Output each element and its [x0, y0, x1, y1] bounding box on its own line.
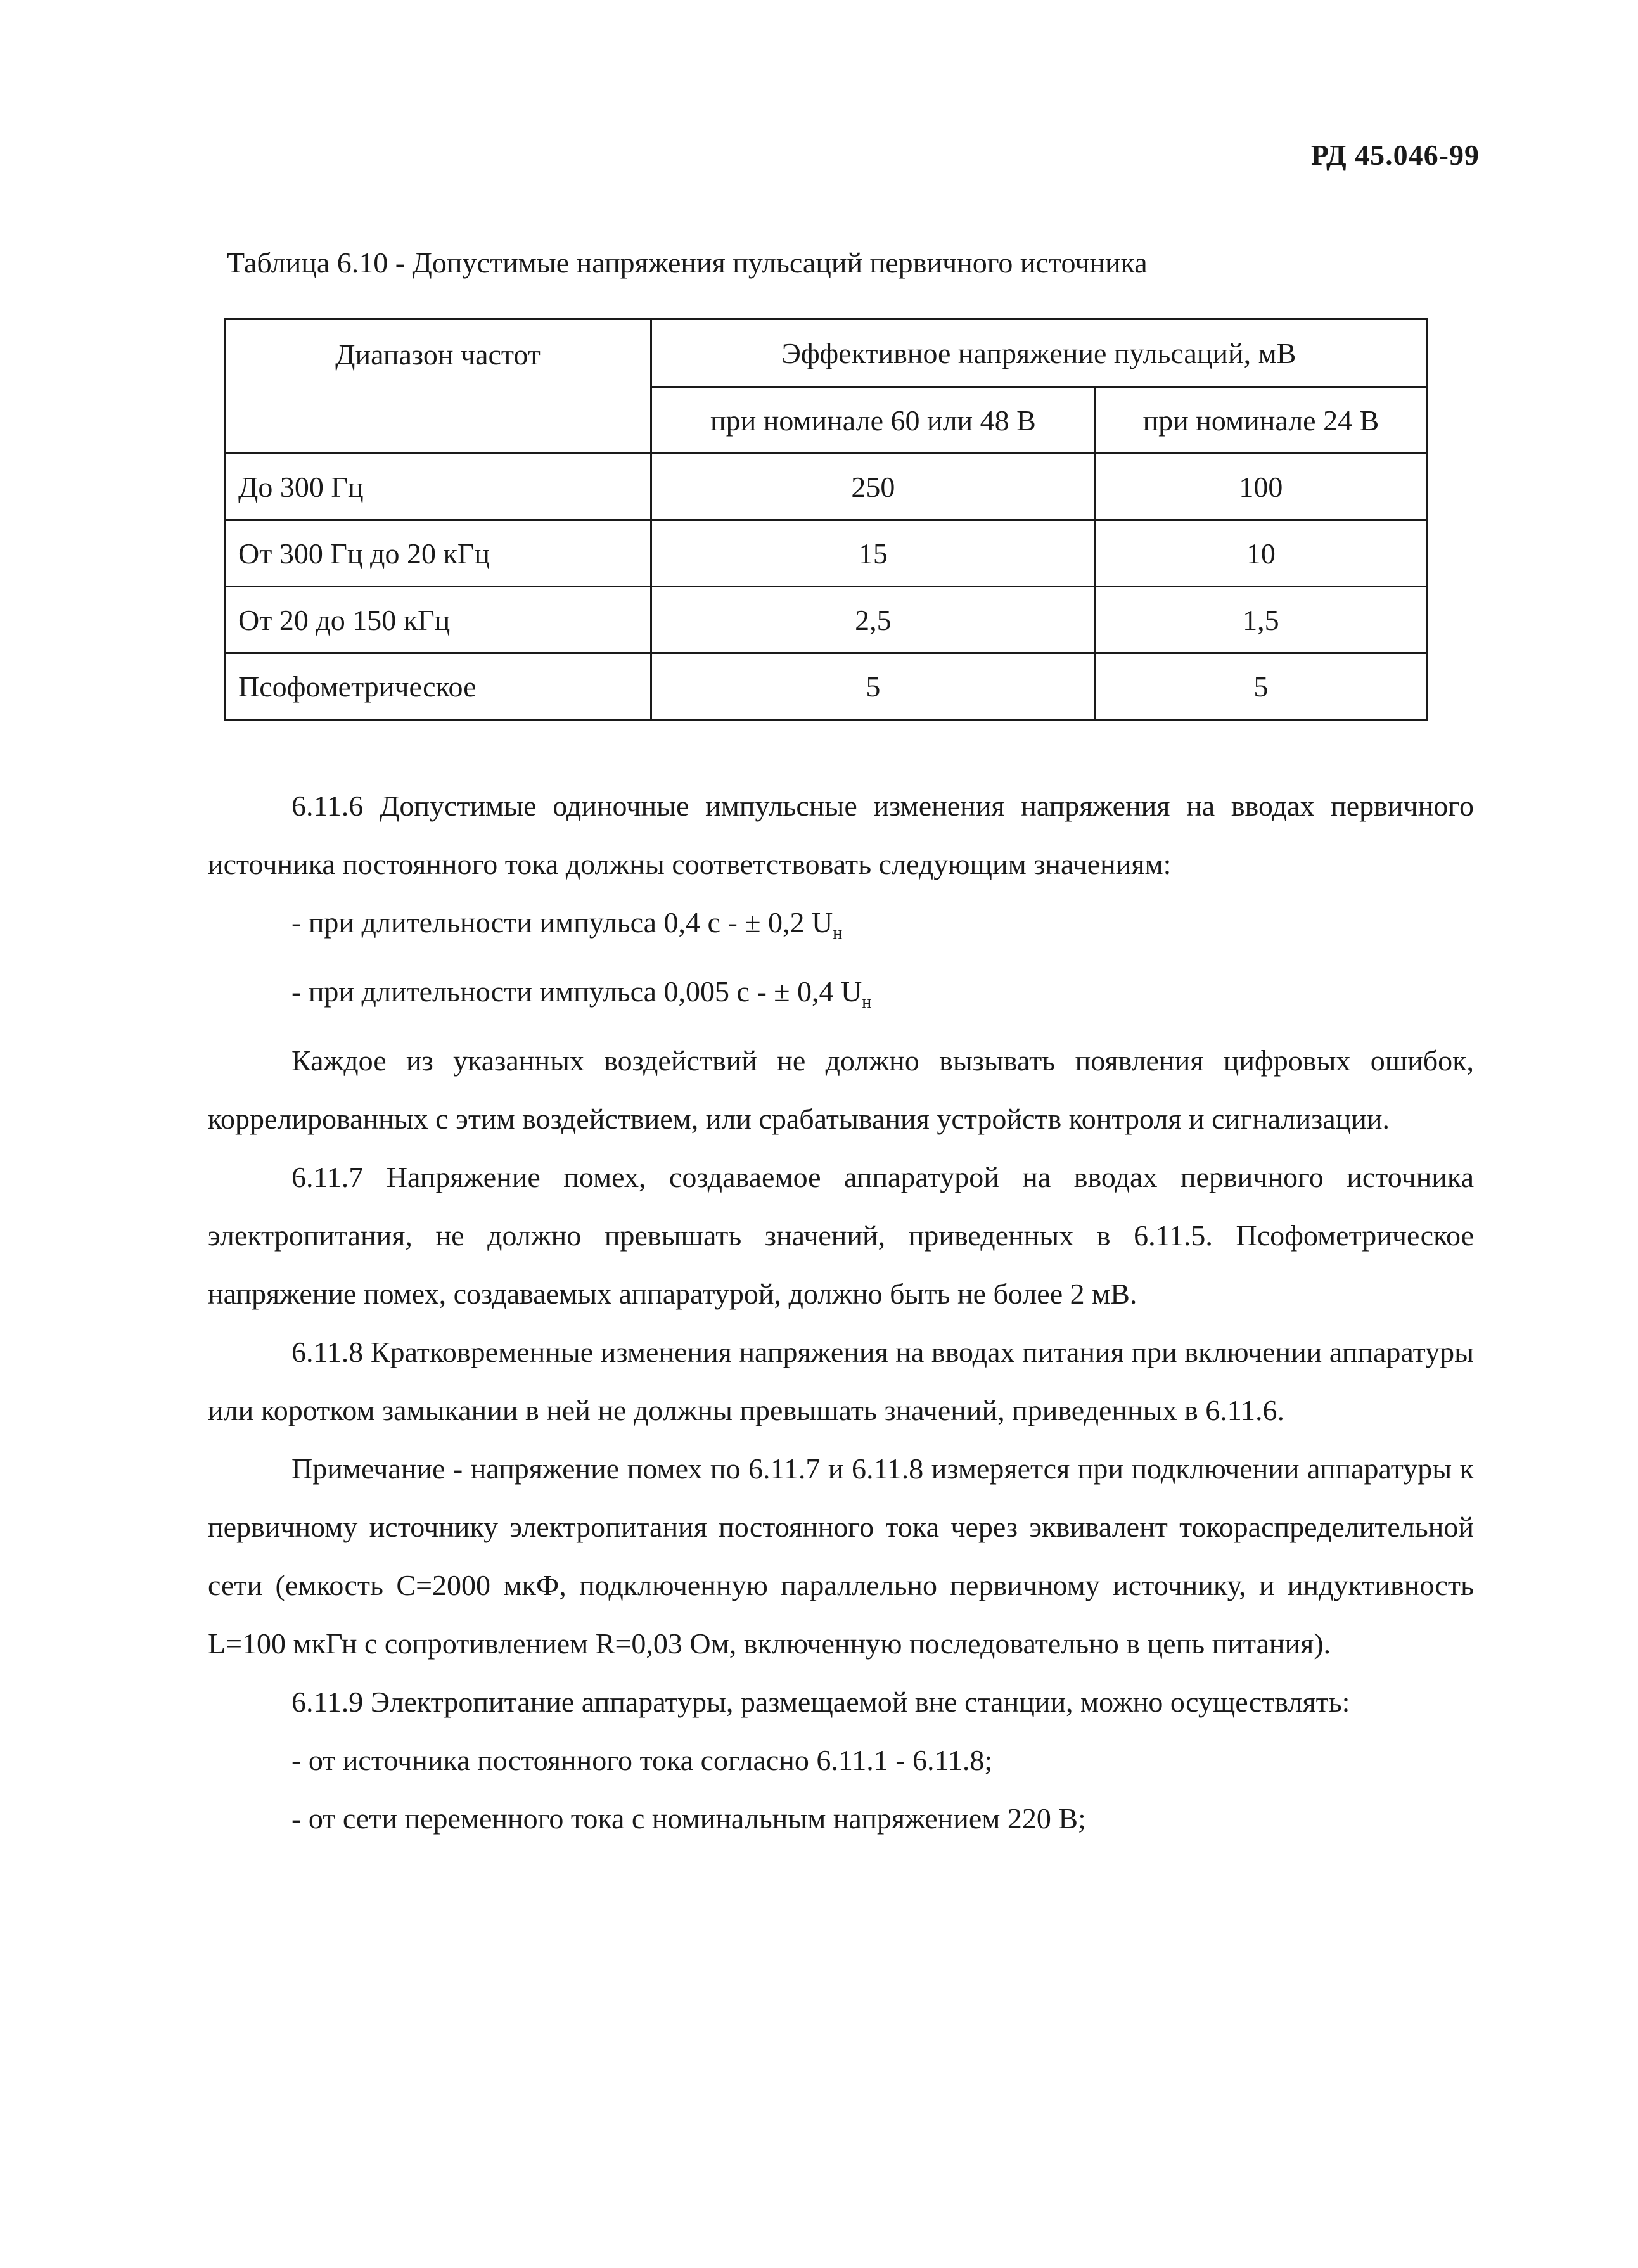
table-row [225, 454, 1427, 520]
cell-value-60-48: 250 [651, 454, 1096, 520]
power-source-item-1: - от источника постоянного тока согласно 6.11.1 - 6.11.8; [291, 1744, 993, 1777]
pulse-limit-2 [208, 963, 1474, 1032]
pulse-limit-1-text: - при длительности импульса 0,4 с - ± 0,2 U [291, 906, 833, 939]
table-row [225, 520, 1427, 587]
pulse-limit-1 [208, 894, 1474, 963]
header-nominal-60-48: при номинале 60 или 48 В [651, 387, 1096, 454]
paragraph-6-11-6: 6.11.6 Допустимые одиночные импульсные изменения напряжения на вводах первичного источника постоянного тока должны соответствовать следующим значениям: [208, 790, 1474, 880]
ripple-voltage-table [224, 318, 1428, 721]
pulse-limit-1-subscript: н [833, 923, 843, 944]
paragraph-6-11-8: 6.11.8 Кратковременные изменения напряжения на вводах питания при включении аппаратуры или коротком замыкании в ней не должны превышать значений, приведенных в 6.11.6. [208, 1336, 1474, 1427]
cell-range: Псофометрическое [225, 653, 651, 720]
power-source-item-2: - от сети переменного тока с номинальным напряжением 220 В; [291, 1802, 1086, 1835]
cell-value-24: 1,5 [1095, 587, 1426, 653]
document-body [208, 777, 1474, 1848]
paragraph-6-11-9: 6.11.9 Электропитание аппаратуры, размещаемой вне станции, можно осуществлять: [291, 1686, 1350, 1719]
document-number: РД 45.046-99 [1310, 139, 1480, 171]
paragraph-each-effect: Каждое из указанных воздействий не должно вызывать появления цифровых ошибок, коррелированных с этим воздействием, или срабатывания устройств контроля и сигнализации. [208, 1044, 1474, 1136]
cell-value-24: 5 [1095, 653, 1426, 720]
cell-range: От 20 до 150 кГц [225, 587, 651, 653]
paragraph-note: Примечание - напряжение помех по 6.11.7 и 6.11.8 измеряется при подключении аппаратуры к первичному источнику электропитания постоянного тока через эквивалент токораспределительной сети (емкость С=2000 мкФ, подключенную параллельно первичному источнику, и индуктивность L=100 мкГн с сопротивлением R=0,03 Ом, включенную последовательно в цепь питания). [208, 1452, 1474, 1660]
cell-value-24: 10 [1095, 520, 1426, 587]
pulse-limit-2-text: - при длительности импульса 0,005 с - ± 0,4 U [291, 975, 862, 1008]
table-row [225, 587, 1427, 653]
cell-value-60-48: 5 [651, 653, 1096, 720]
pulse-limit-2-subscript: н [862, 992, 872, 1013]
cell-value-60-48: 15 [651, 520, 1096, 587]
paragraph-6-11-7: 6.11.7 Напряжение помех, создаваемое аппаратурой на вводах первичного источника электропитания, не должно превышать значений, приведенных в 6.11.5. Псофометрическое напряжение помех, создаваемых аппаратурой, должно быть не более 2 мВ. [208, 1161, 1474, 1310]
cell-range: От 300 Гц до 20 кГц [225, 520, 651, 587]
table-row [225, 653, 1427, 720]
cell-value-24: 100 [1095, 454, 1426, 520]
table-header-row [225, 319, 1427, 387]
table-caption: Таблица 6.10 - Допустимые напряжения пульсаций первичного источника [227, 247, 1148, 279]
header-nominal-24: при номинале 24 В [1095, 387, 1426, 454]
cell-value-60-48: 2,5 [651, 587, 1096, 653]
header-frequency-range: Диапазон частот [225, 319, 651, 454]
header-effective-voltage: Эффективное напряжение пульсаций, мВ [651, 319, 1427, 387]
cell-range: До 300 Гц [225, 454, 651, 520]
